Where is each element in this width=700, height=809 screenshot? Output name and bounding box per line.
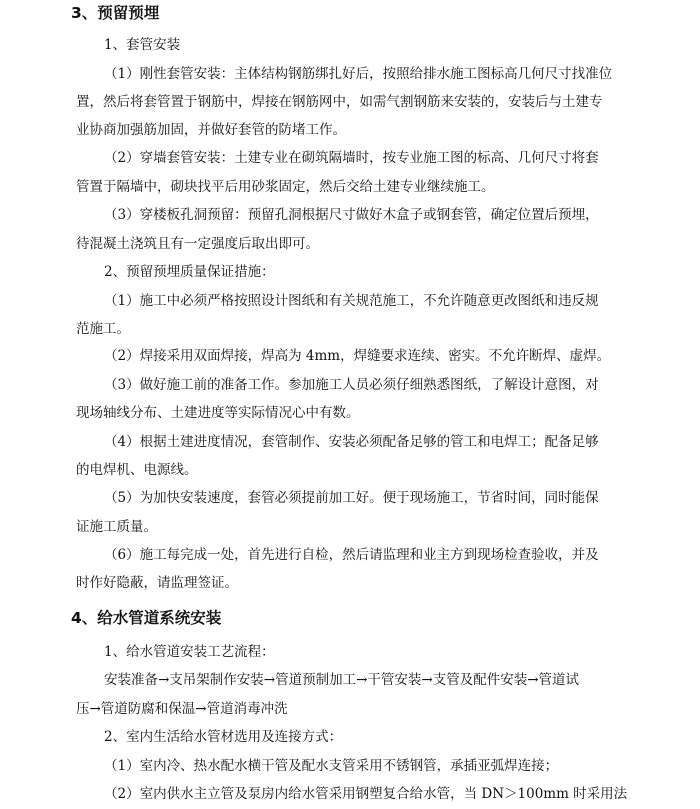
para-q1-l1: （1）施工中必须严格按照设计图纸和有关规范施工，不允许随意更改图纸和违反规: [104, 293, 599, 309]
para-q2-l1: （2）焊接采用双面焊接，焊高为 4mm，焊缝要求连续、密实。不允许断焊、虚焊。: [104, 348, 611, 364]
para-q6-l1: （6）施工每完成一处，首先进行自检，然后请监理和业主方到现场检查验收，并及: [104, 547, 599, 563]
para-m2-l1: （2）室内供水主立管及泵房内给水管采用钢塑复合给水管，当 DN＞100mm 时采用法: [104, 786, 628, 802]
subheading-pipe-material: 2、室内生活给水管材选用及连接方式：: [104, 729, 343, 745]
para-slab-hole-l2: 待混凝土浇筑且有一定强度后取出即可。: [76, 236, 319, 252]
para-wall-sleeve-l1: （2）穿墙套管安装：土建专业在砌筑隔墙时，按专业施工图的标高、几何尺寸将套: [104, 150, 599, 166]
para-q4-l2: 的电焊机、电源线。: [76, 462, 198, 478]
para-q5-l2: 证施工质量。: [76, 519, 157, 535]
section-heading-4: 4、给水管道系统安装: [71, 609, 222, 627]
para-q3-l2: 现场轴线分布、土建进度等实际情况心中有数。: [76, 405, 360, 421]
para-q4-l1: （4）根据土建进度情况，套管制作、安装必须配备足够的管工和电焊工；配备足够: [104, 434, 599, 450]
section-heading-3: 3、预留预埋: [71, 4, 160, 22]
para-rigid-sleeve-l1: （1）刚性套管安装：主体结构钢筋绑扎好后，按照给排水施工图标高几何尺寸找准位: [104, 66, 613, 82]
subheading-quality-measures: 2、预留预埋质量保证措施：: [104, 264, 275, 280]
subheading-process-flow: 1、给水管道安装工艺流程：: [104, 644, 275, 660]
para-m1-l1: （1）室内冷、热水配水横干管及配水支管采用不锈钢管，承插亚弧焊连接；: [104, 758, 559, 774]
para-q5-l1: （5）为加快安装速度，套管必须提前加工好。便于现场施工，节省时间，同时能保: [104, 490, 599, 506]
para-rigid-sleeve-l2: 置，然后将套管置于钢筋中，焊接在钢筋网中，如需气割钢筋来安装的，安装后与土建专: [76, 94, 603, 110]
para-q1-l2: 范施工。: [76, 321, 130, 337]
subheading-sleeve-install: 1、套管安装: [104, 37, 181, 53]
para-q3-l1: （3）做好施工前的准备工作。参加施工人员必须仔细熟悉图纸，了解设计意图，对: [104, 377, 599, 393]
para-slab-hole-l1: （3）穿楼板孔洞预留：预留孔洞根据尺寸做好木盒子或钢套管，确定位置后预埋，: [104, 207, 599, 223]
para-flow-l2: 压→管道防腐和保温→管道消毒冲洗: [76, 701, 288, 717]
para-wall-sleeve-l2: 管置于隔墙中，砌块找平后用砂浆固定，然后交给土建专业继续施工。: [76, 179, 495, 195]
para-q6-l2: 时作好隐蔽，请监理签证。: [76, 575, 238, 591]
para-flow-l1: 安装准备→支吊架制作安装→管道预制加工→干管安装→支管及配件安装→管道试: [104, 672, 580, 688]
para-rigid-sleeve-l3: 业协商加强筋加固，并做好套管的防堵工作。: [76, 122, 346, 138]
